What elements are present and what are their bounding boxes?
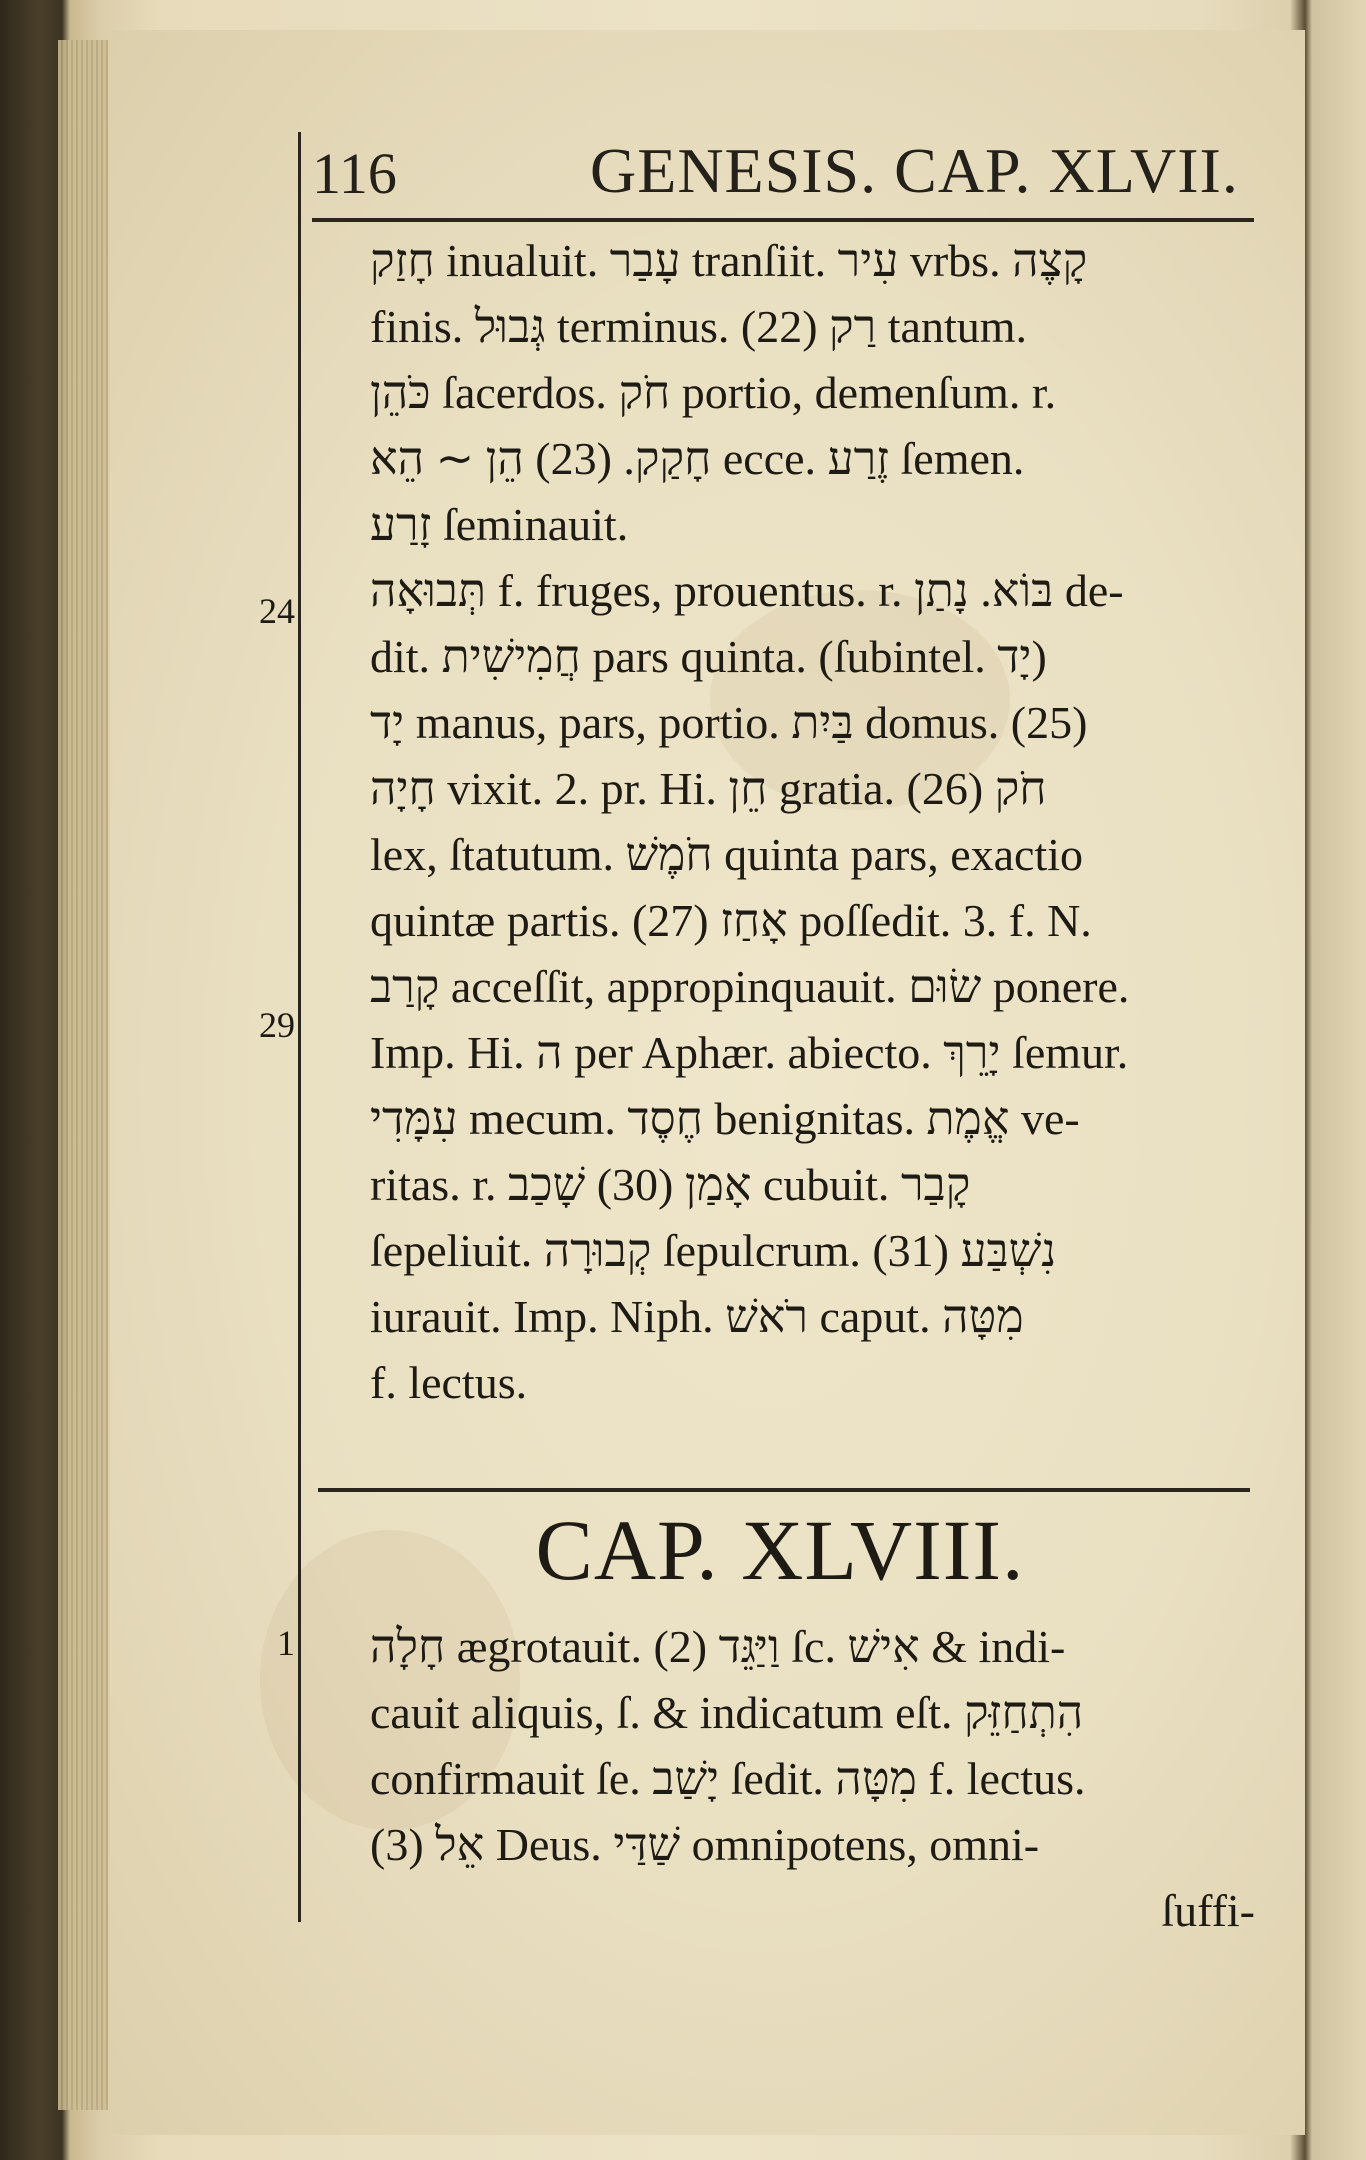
- chapter-heading: CAP. XLVIII.: [535, 1502, 1025, 1598]
- running-head: GENESIS. CAP. XLVII.: [590, 135, 1239, 206]
- text-line: quintæ partis. (27) אָחַז poſſedit. 3. f. N.: [370, 895, 1092, 946]
- page-header: [300, 135, 1260, 220]
- text-line: חָקַק. (23) הֵן ∽ הֵא ecce. זֶרַע ſemen.: [370, 433, 1025, 484]
- section-rule: [318, 1488, 1250, 1492]
- text-line: יָד manus, pars, portio. בַּיִת domus. (25): [370, 697, 1088, 748]
- text-line: ritas. r. אָמַן (30) שָׁכַב cubuit. קָבַר: [370, 1159, 971, 1210]
- text-line: dit. חֲמִישִׁית pars quinta. (ſubintel. יָד): [370, 631, 1047, 682]
- text-line: חָיָה vixit. 2. pr. Hi. חֵן gratia. (26) חֹק: [370, 763, 1047, 814]
- text-line: Imp. Hi. ה per Aphær. abiecto. יָרֵךְ ſemur.: [370, 1027, 1129, 1078]
- page-number: 116: [312, 141, 397, 206]
- chapter-48-glossary: [370, 1614, 1255, 1944]
- text-line: חָזַק inualuit. עָבַר tranſiit. עִיר vrbs. קָצֶה: [370, 235, 1088, 286]
- text-line: finis. גְּבוּל terminus. (22) רַק tantum.: [370, 301, 1028, 352]
- text-line: iurauit. Imp. Niph. רֹאשׁ caput. מִטָּה: [370, 1291, 1024, 1342]
- verse-marker-29: 29: [259, 1005, 295, 1045]
- margin-rule: [298, 132, 301, 1922]
- page-edges: [58, 40, 108, 2110]
- text-line: ſepeliuit. קְבוּרָה ſepulcrum. (31) נִשְׁבַּע: [370, 1225, 1057, 1276]
- text-line: זָרַע ſeminauit.: [370, 499, 629, 550]
- text-line: (3) אֵל Deus. שַׁדַּי omnipotens, omni-: [370, 1819, 1040, 1870]
- verse-marker-1: 1: [277, 1623, 295, 1663]
- text-line: כֹּהֵן ſacerdos. חֹק portio, demenſum. r.: [370, 367, 1057, 418]
- text-line: lex, ſtatutum. חֹמֶשׁ quinta pars, exactio: [370, 829, 1084, 880]
- text-line: cauit aliquis, ſ. & indicatum eſt. הִתְחַזֵּק: [370, 1687, 1084, 1738]
- text-line: תְּבוּאָה f. fruges, prouentus. r. בּוֹא. נָתַן de-: [370, 565, 1124, 616]
- verse-marker-24: 24: [259, 591, 295, 631]
- header-rule: [312, 218, 1254, 222]
- chapter-47-glossary: [370, 228, 1255, 1416]
- text-line: confirmauit ſe. יָשַׁב ſedit. מִטָּה f. lectus.: [370, 1753, 1086, 1804]
- catchword: ſuffi-: [1161, 1885, 1255, 1936]
- text-line: קָרַב acceſſit, appropinquauit. שׂוּם ponere.: [370, 961, 1130, 1012]
- text-line: עִמָּדִי mecum. חֶסֶד benignitas. אֱמֶת ve-: [370, 1093, 1080, 1144]
- text-line: חָלָה ægrotauit. (2) וַיַּגֵּד ſc. אִישׁ & indi-: [370, 1621, 1066, 1672]
- text-line: f. lectus.: [370, 1357, 528, 1408]
